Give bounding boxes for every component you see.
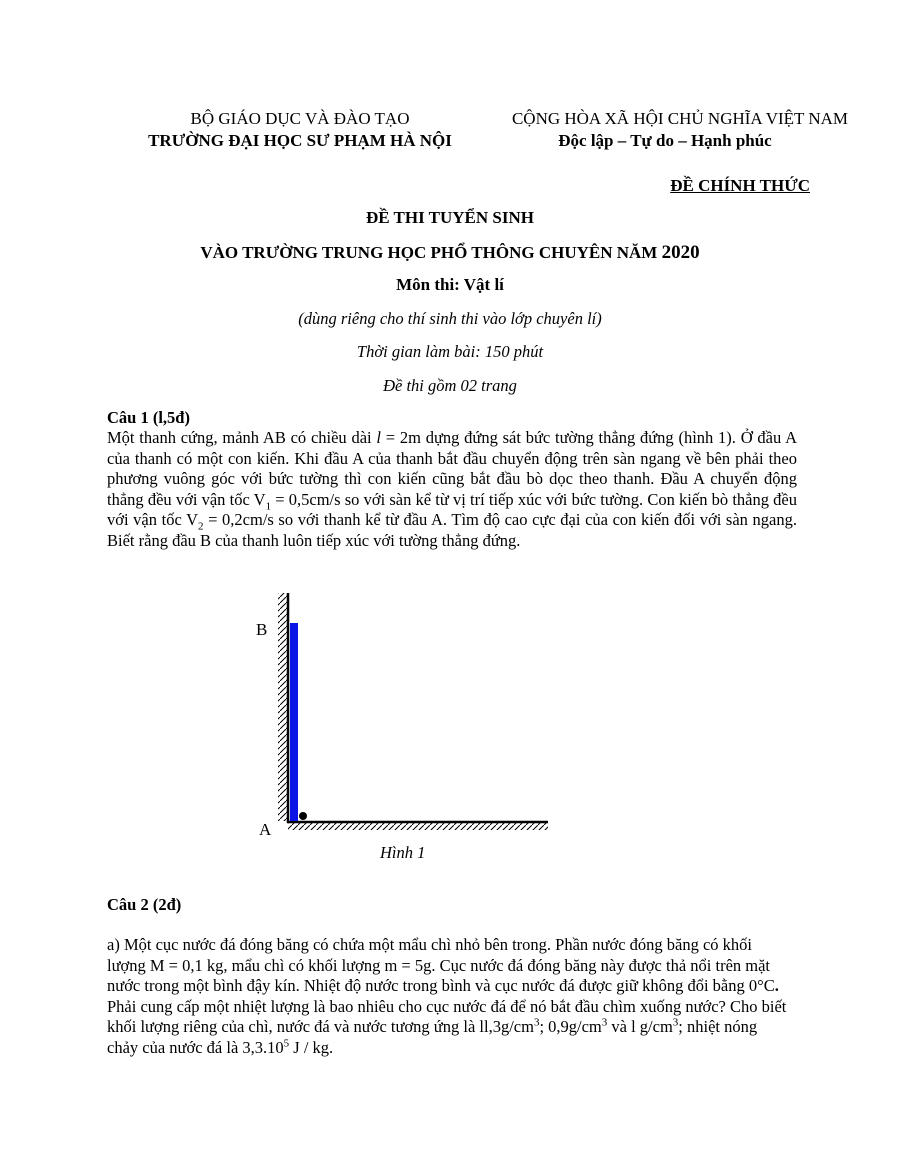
rod-ab — [290, 623, 298, 821]
exam-note: (dùng riêng cho thí sinh thi vào lớp chuyên lí) — [298, 309, 602, 328]
label-a: A — [259, 820, 272, 839]
ministry-name: BỘ GIÁO DỤC VÀ ĐÀO TẠO — [190, 109, 410, 128]
wall-hatching — [278, 593, 288, 821]
q1-body: Một thanh cứng, mảnh AB có chiều dài l = 2m dựng đứng sát bức tường thẳng đứng (hình 1). Ở đầu A của thanh có một con kiến. Khi đầu A của thanh bắt đầu chuyển động trên sàn ngang về bên phải theo phương vuông góc với bức tường thì con kiến cũng bắt đầu bò dọc theo thanh. Đầu A chuyển động thẳng đều với vận tốc $V_1 = 0,5cm/s$ so với sàn kể từ vị trí tiếp xúc với bức tường. Con kiến bò thẳng đều với vận tốc $V_2 = 0,2cm/s$ so với thanh kể từ đầu A. Tìm độ cao cực đại của con kiến đối với sàn ngang. Biết rằng đầu B của thanh luôn tiếp xúc với tường thẳng đứng. — [107, 428, 797, 550]
official-label: ĐỀ CHÍNH THỨC — [670, 176, 810, 195]
exam-year: 2020 — [661, 242, 700, 263]
label-b: B — [256, 620, 268, 639]
figure-1 — [250, 585, 560, 875]
exam-subject: Môn thi: Vật lí — [396, 275, 504, 294]
exam-pages: Đề thi gồm 02 trang — [383, 376, 517, 395]
figure-caption: Hình 1 — [380, 843, 426, 862]
university-name: TRƯỜNG ĐẠI HỌC SƯ PHẠM HÀ NỘI — [148, 131, 452, 150]
exam-title: ĐỀ THI TUYỂN SINH — [365, 208, 534, 227]
q1-heading: Câu 1 (l,5đ) — [107, 408, 190, 427]
exam-subtitle-text: VÀO TRƯỜNG TRUNG HỌC PHỔ THÔNG CHUYÊN NĂM — [200, 243, 658, 262]
national-motto: Độc lập – Tự do – Hạnh phúc — [558, 131, 772, 150]
exam-subtitle — [0, 242, 900, 264]
ant-dot — [299, 812, 307, 820]
country-name: CỘNG HÒA XÃ HỘI CHỦ NGHĨA VIỆT NAM — [511, 109, 849, 128]
exam-duration: Thời gian làm bài: 150 phút — [356, 342, 544, 361]
q2-heading: Câu 2 (2đ) — [107, 895, 182, 914]
q2-body: a) Một cục nước đá đóng băng có chứa một mẩu chì nhỏ bên trong. Phần nước đóng băng có khối lượng M = 0,1 kg, mẩu chì có khối lượng m = 5g. Cục nước đá đóng băng này được thả nổi trên mặt nước trong một bình đậy kín. Nhiệt độ nước trong bình và cục nước đá được giữ không đổi bằng 0°C. Phải cung cấp một nhiệt lượng là bao nhiêu cho cục nước đá để nó bắt đầu chìm xuống nước? Cho biết khối lượng riêng của chì, nước đá và nước tương ứng là $ll,3g/cm^3$; $0,9g/cm^3$ và l $g/cm^3$; nhiệt nóng chảy của nước đá là 3,3.10$^5$ J / kg. — [107, 935, 787, 1057]
